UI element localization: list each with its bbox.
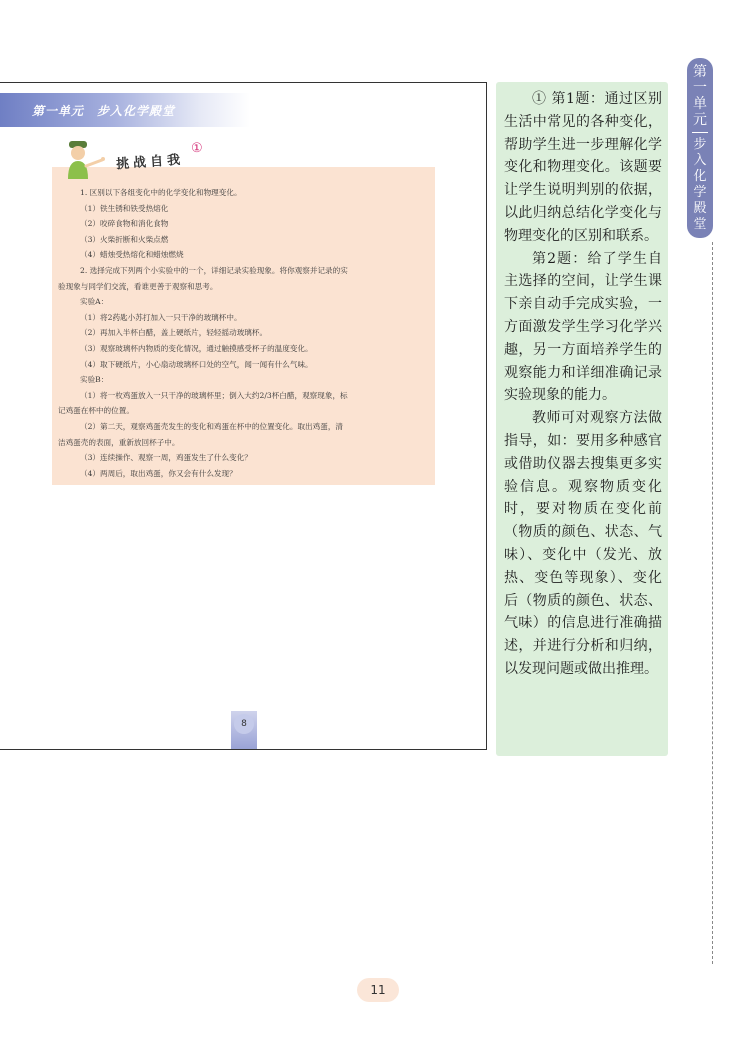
exercise-line: （1）将2药匙小苏打加入一只干净的玻璃杯中。 (80, 312, 242, 322)
exercise-box (52, 167, 435, 485)
side-tab-char: 学 (693, 185, 707, 200)
exercise-line: （3）连续操作、观察一周，鸡蛋发生了什么变化？ (80, 453, 252, 463)
unit-side-tab (687, 58, 713, 238)
side-tab-char: 化 (693, 169, 707, 184)
side-tab-char: 堂 (693, 217, 707, 232)
challenge-title-text: 挑战自我 (115, 152, 185, 173)
exercise-lines (58, 185, 428, 481)
annotation-marker: ① (191, 141, 203, 156)
side-tab-char: 殿 (693, 201, 707, 216)
exercise-line: 2. 选择完成下列两个小实验中的一个，详细记录实验现象。将你观察并记录的实 (80, 265, 348, 275)
exercise-line: （4）两周后，取出鸡蛋，你又会有什么发现？ (80, 468, 237, 478)
unit-header-title: 第一单元 步入化学殿堂 (32, 104, 176, 118)
inner-page-number-tab (231, 711, 257, 749)
commentary-box (496, 82, 668, 756)
side-tab-char: 第 (693, 64, 707, 80)
exercise-line: （4）取下硬纸片，小心扇动玻璃杯口处的空气，闻一闻有什么气味。 (80, 359, 313, 369)
exercise-line: 洁鸡蛋壳的表面，重新放回杯子中。 (58, 437, 180, 447)
inner-page-number: 8 (234, 714, 254, 734)
commentary-paragraph: 教师可对观察方法做指导，如：要用多种感官或借助仪器去搜集更多实验信息。观察物质变化时，要对物质在变化前（物质的颜色、状态、气味）、变化中（发光、放热、变色等现象）、变化后（物质的颜色、状态、气味）的信息进行准确描述，并进行分析和归纳，以发现问题或做出推理。 (504, 410, 662, 677)
unit-header (0, 93, 250, 127)
side-tab-char: 一 (693, 80, 707, 96)
side-tab-title (687, 137, 713, 233)
exercise-line: 实验A： (80, 297, 109, 307)
challenge-title (62, 139, 232, 179)
side-tab-divider (692, 132, 708, 133)
exercise-line: 验现象与同学们交流，看谁更善于观察和思考。 (58, 281, 218, 291)
textbook-page-scan (0, 82, 487, 750)
side-tab-char: 元 (693, 112, 707, 128)
exercise-line: （1）将一枚鸡蛋放入一只干净的玻璃杯里；倒入大约2/3杯白醋，观察现象，标 (80, 390, 348, 400)
exercise-line: （1）铁生锈和铁受热熔化 (80, 203, 169, 213)
exercise-line: （2）第二天，观察鸡蛋壳发生的变化和鸡蛋在杯中的位置变化。取出鸡蛋，清 (80, 421, 344, 431)
exercise-line: （3）火柴折断和火柴点燃 (80, 234, 169, 244)
page-number: 11 (357, 978, 399, 1002)
student-illustration-icon (62, 139, 106, 179)
side-tab-char: 单 (693, 96, 707, 112)
exercise-line: （3）观察玻璃杯内物质的变化情况，通过触摸感受杯子的温度变化。 (80, 343, 313, 353)
exercise-line: 1. 区别以下各组变化中的化学变化和物理变化。 (80, 188, 242, 197)
side-tab-unit (687, 58, 713, 128)
exercise-line: 记鸡蛋在杯中的位置。 (58, 406, 134, 416)
exercise-line: 实验B： (80, 375, 109, 385)
exercise-line: （2）再加入半杯白醋，盖上硬纸片，轻轻摇动玻璃杯。 (80, 328, 268, 338)
exercise-line: （4）蜡烛受热熔化和蜡烛燃烧 (80, 250, 184, 260)
commentary-paragraph: ① 第1题：通过区别生活中常见的各种变化，帮助学生进一步理解化学变化和物理变化。该题要让学生说明判别的依据，以此归纳总结化学变化与物理变化的区别和联系。 (504, 91, 662, 244)
side-tab-char: 步 (693, 137, 707, 152)
margin-dashed-line (712, 242, 713, 964)
side-tab-char: 入 (693, 153, 707, 168)
commentary-paragraph: 第2题：给了学生自主选择的空间，让学生课下亲自动手完成实验，一方面激发学生学习化学兴趣，另一方面培养学生的观察能力和详细准确记录实验现象的能力。 (504, 250, 662, 404)
exercise-line: （2）咬碎食物和消化食物 (80, 219, 169, 229)
